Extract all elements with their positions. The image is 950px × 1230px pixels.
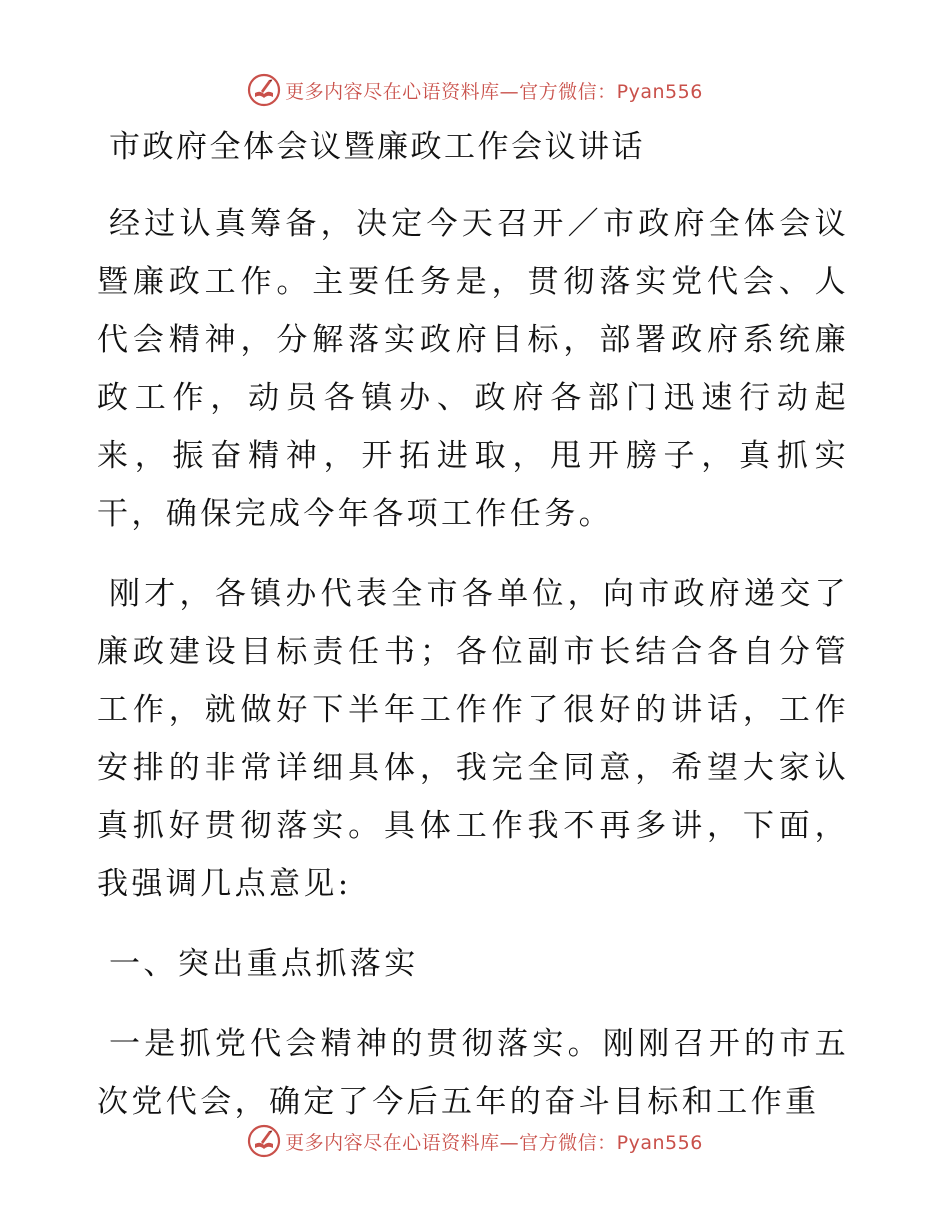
body-paragraph: 刚才，各镇办代表全市各单位，向市政府递交了廉政建设目标责任书；各位副市长结合各自分管工作，就做好下半年工作作了很好的讲话，工作安排的非常详细具体，我完全同意，希望大家认真抓好贯彻落实。具体工作我不再多讲，下面，我强调几点意见: bbox=[97, 576, 849, 902]
body-paragraph: 经过认真筹备，决定今天召开／市政府全体会议暨廉政工作。主要任务是，贯彻落实党代会、人代会精神，分解落实政府目标，部署政府系统廉政工作，动员各镇办、政府各部门迅速行动起来，振奋精神，开拓进取，甩开膀子，真抓实干，确保完成今年各项工作任务。 bbox=[97, 206, 849, 532]
section-heading: 一、突出重点抓落实 bbox=[109, 946, 419, 982]
section-paragraph: 一是抓党代会精神的贯彻落实。刚刚召开的市五次党代会，确定了今后五年的奋斗目标和工作重 bbox=[97, 1026, 849, 1120]
watermark-text: 更多内容尽在心语资料库—官方微信：Pyan556 bbox=[285, 1131, 703, 1154]
watermark-text: 更多内容尽在心语资料库—官方微信：Pyan556 bbox=[285, 80, 703, 103]
footer-watermark bbox=[0, 1121, 950, 1161]
document-title: 市政府全体会议暨廉政工作会议讲话 bbox=[109, 129, 645, 165]
header-watermark bbox=[0, 70, 950, 110]
open-book-pen-icon bbox=[247, 73, 281, 107]
document-body bbox=[97, 122, 849, 1131]
open-book-pen-icon bbox=[247, 1124, 281, 1158]
